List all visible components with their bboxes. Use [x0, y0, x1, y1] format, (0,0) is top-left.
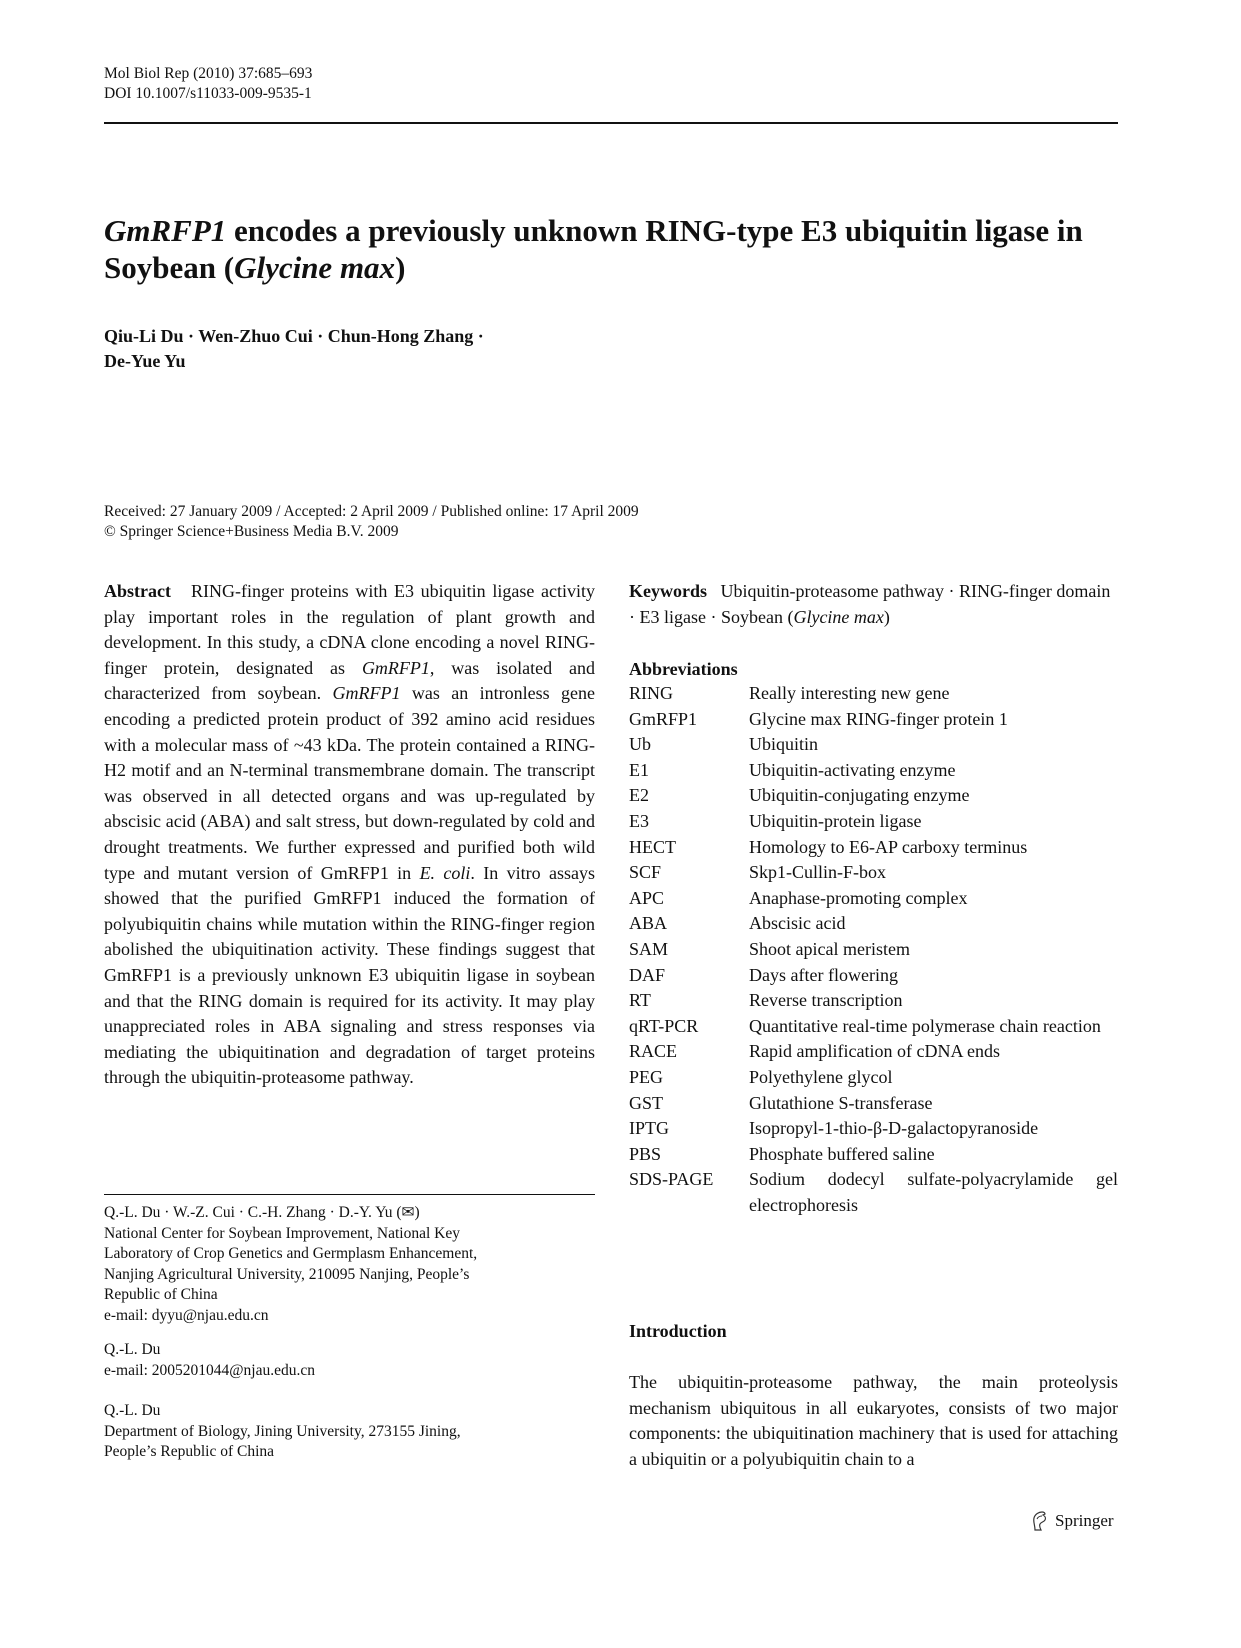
abbreviation-definition: Anaphase-promoting complex: [749, 887, 968, 908]
affiliation-1-names: Q.-L. Du · W.-Z. Cui · C.-H. Zhang · D.-Y. Yu (✉): [104, 1204, 420, 1221]
affiliation-1: [104, 1203, 595, 1326]
abbreviation-definition: Ubiquitin: [749, 734, 819, 755]
publisher-footer: [1030, 1510, 1114, 1532]
abbreviation-definition: Days after flowering: [749, 964, 898, 985]
abbreviation-term: RT: [629, 990, 651, 1011]
abbreviation-term: E1: [629, 759, 649, 780]
abstract-gene-1: GmRFP1: [361, 657, 430, 678]
abbreviation-row: [629, 732, 1118, 758]
abbreviation-term: HECT: [629, 836, 676, 857]
abbreviation-term: RACE: [629, 1041, 678, 1062]
keywords: [629, 579, 1118, 630]
affiliation-3-line-2: People’s Republic of China: [104, 1443, 275, 1460]
abbreviation-row: [629, 963, 1118, 989]
abbreviation-term: PEG: [629, 1066, 664, 1087]
abstract: [104, 579, 595, 1091]
abbreviation-term: SCF: [629, 862, 662, 883]
abbreviation-definition: Isopropyl-1-thio-β-D-galactopyranoside: [749, 1118, 1039, 1139]
abstract-gene-2: GmRFP1: [332, 683, 401, 704]
abstract-ecoli: E. coli: [419, 862, 471, 883]
introduction-paragraph: The ubiquitin-proteasome pathway, the main proteolysis mechanism ubiquitous in all eukaryotes, consists of two major components: the ubiquitination machinery that is used for attaching a ubiquitin or a polyubiquitin chain to a: [629, 1372, 1118, 1469]
abbreviation-term: PBS: [629, 1143, 662, 1164]
abbreviations-heading: Abbreviations: [629, 659, 738, 679]
dates-line: Received: 27 January 2009 / Accepted: 2 April 2009 / Published online: 17 April 2009: [104, 503, 639, 520]
title-close: ): [395, 250, 406, 285]
abbreviation-definition: Shoot apical meristem: [749, 938, 910, 959]
affiliation-2-email[interactable]: e-mail: 2005201044@njau.edu.cn: [104, 1361, 315, 1379]
affiliation-1-line-2: Laboratory of Crop Genetics and Germplasm Enhancement,: [104, 1245, 478, 1262]
doi: DOI 10.1007/s11033-009-9535-1: [104, 85, 312, 102]
header-rule: [104, 122, 1118, 124]
publisher-name: Springer: [1055, 1511, 1114, 1530]
abbreviation-definition: Sodium dodecyl sulfate-polyacrylamide gel electrophoresis: [749, 1169, 1118, 1215]
abbreviation-term: SAM: [629, 938, 669, 959]
keywords-species: Glycine max: [793, 606, 884, 627]
abstract-text-2: , was isolated and characterized from soybean.: [104, 657, 596, 704]
abbreviation-row: [629, 1167, 1118, 1218]
abbreviation-row: [629, 681, 1118, 707]
title-gene-name: GmRFP1: [104, 213, 227, 248]
publication-dates: [104, 502, 639, 542]
abbreviation-definition: Ubiquitin-protein ligase: [749, 810, 922, 831]
abbreviation-term: ABA: [629, 913, 668, 934]
introduction-heading: Introduction: [629, 1321, 727, 1341]
abbreviation-row: [629, 1142, 1118, 1168]
authors-line-2: De-Yue Yu: [104, 351, 186, 371]
abstract-label: Abstract: [104, 581, 171, 601]
author-list: [104, 324, 584, 374]
abbreviations-table: [629, 681, 1118, 1218]
abbreviation-row: [629, 1065, 1118, 1091]
abbreviation-term: APC: [629, 887, 665, 908]
affiliation-1-line-3: Nanjing Agricultural University, 210095 Nanjing, People’s: [104, 1265, 470, 1283]
abbreviation-term: SDS-PAGE: [629, 1169, 714, 1190]
abbreviation-definition: Glutathione S-transferase: [749, 1092, 933, 1113]
running-header: [104, 64, 312, 104]
abbreviation-row: [629, 860, 1118, 886]
abstract-text-4: . In vitro assays showed that the purified GmRFP1 induced the formation of polyubiquitin chains while mutation within the RING-finger region abolished the ubiquitination activity. These findings suggest that GmRFP1 is a previously unknown E3 ubiquitin ligase in soybean and that the RING domain is required for its activity. It may play unappreciated roles in ABA signaling and stress responses via mediating the ubiquitination and degradation of target proteins through the ubiquitin-proteasome pathway.: [104, 862, 596, 1088]
abbreviation-definition: Glycine max RING-finger protein 1: [749, 708, 1008, 729]
springer-horse-icon: [1030, 1510, 1050, 1532]
abstract-text-1: RING-finger proteins with E3 ubiquitin ligase activity play important roles in the regulation of plant growth and development. In this study, a cDNA clone encoding a novel RING-finger protein, designated as: [104, 581, 595, 678]
affiliation-1-line-4: Republic of China: [104, 1286, 218, 1303]
affiliation-1-email[interactable]: e-mail: dyyu@njau.edu.cn: [104, 1306, 269, 1324]
abbreviation-term: E2: [629, 785, 649, 806]
journal-citation: Mol Biol Rep (2010) 37:685–693: [104, 65, 313, 82]
abbreviation-definition: Reverse transcription: [749, 990, 903, 1011]
abbreviation-definition: Skp1-Cullin-F-box: [749, 862, 887, 883]
abbreviation-row: [629, 758, 1118, 784]
abbreviation-row: [629, 707, 1118, 733]
copyright-line: © Springer Science+Business Media B.V. 2009: [104, 523, 399, 540]
abbreviation-definition: Phosphate buffered saline: [749, 1143, 935, 1164]
abbreviation-row: [629, 835, 1118, 861]
abbreviation-term: E3: [629, 810, 649, 831]
abstract-text-3: was an intronless gene encoding a predicted protein product of 392 amino acid residues with a molecular mass of ~43 kDa. The protein contained a RING-H2 motif and an N-terminal transmembrane domain. The transcript was observed in all detected organs and was up-regulated by abscisic acid (ABA) and salt stress, but down-regulated by cold and drought treatments. We further expressed and purified both wild type and mutant version of GmRFP1 in: [104, 683, 595, 883]
abbreviation-definition: Homology to E6-AP carboxy terminus: [749, 836, 1028, 857]
abbreviation-row: [629, 783, 1118, 809]
abbreviation-definition: Polyethylene glycol: [749, 1066, 893, 1087]
abbreviation-term: GmRFP1: [629, 708, 698, 729]
abbreviation-term: Ub: [629, 734, 651, 755]
article-title: [104, 212, 1104, 286]
abbreviation-row: [629, 1014, 1118, 1040]
keywords-label: Keywords: [629, 581, 707, 601]
affiliation-3: [104, 1401, 595, 1463]
affiliation-rule: [104, 1194, 595, 1195]
abbreviation-row: [629, 886, 1118, 912]
abbreviation-term: IPTG: [629, 1118, 669, 1139]
affiliation-2-name: Q.-L. Du: [104, 1341, 161, 1358]
abbreviation-term: qRT-PCR: [629, 1015, 699, 1036]
abbreviation-row: [629, 988, 1118, 1014]
affiliation-1-line-1: National Center for Soybean Improvement, National Key: [104, 1224, 460, 1242]
title-species: Glycine max: [234, 250, 396, 285]
abbreviation-definition: Really interesting new gene: [749, 683, 950, 703]
affiliation-2: [104, 1340, 595, 1381]
abbreviation-definition: Abscisic acid: [749, 913, 846, 934]
abbreviation-row: [629, 911, 1118, 937]
abbreviation-definition: Rapid amplification of cDNA ends: [749, 1041, 1000, 1062]
keywords-close: ): [883, 606, 890, 627]
abbreviation-definition: Ubiquitin-activating enzyme: [749, 759, 956, 780]
affiliation-3-name: Q.-L. Du: [104, 1402, 161, 1419]
abbreviation-row: [629, 809, 1118, 835]
abbreviation-row: [629, 1039, 1118, 1065]
affiliation-3-line-1: Department of Biology, Jining University, 273155 Jining,: [104, 1422, 461, 1440]
abbreviation-row: [629, 937, 1118, 963]
abbreviations-list: [629, 681, 1118, 1218]
abbreviation-term: RING: [629, 683, 673, 703]
abbreviation-term: GST: [629, 1092, 664, 1113]
authors-line-1: Qiu-Li Du · Wen-Zhuo Cui · Chun-Hong Zhang ·: [104, 326, 484, 346]
title-text: encodes a previously unknown RING-type E3 ubiquitin ligase in Soybean (: [104, 213, 1083, 285]
abbreviation-definition: Ubiquitin-conjugating enzyme: [749, 785, 970, 806]
keywords-text: Ubiquitin-proteasome pathway · RING-finger domain · E3 ligase · Soybean (: [629, 581, 1111, 627]
abbreviation-definition: Quantitative real-time polymerase chain reaction: [749, 1015, 1101, 1036]
abbreviation-row: [629, 1116, 1118, 1142]
abbreviation-row: [629, 1091, 1118, 1117]
abbreviation-term: DAF: [629, 964, 666, 985]
